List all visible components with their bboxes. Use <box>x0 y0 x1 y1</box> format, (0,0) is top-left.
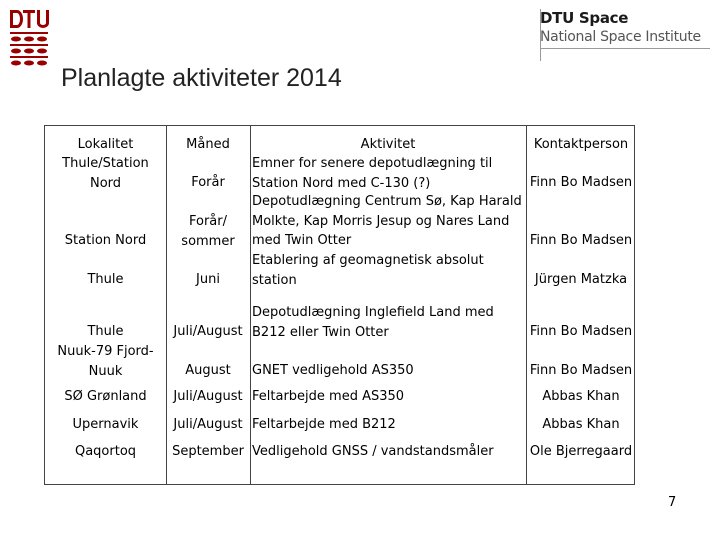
cell-line: Etablering af geomagnetisk absolut <box>252 253 484 268</box>
table-cell-maned: September <box>172 444 244 459</box>
cell-line: med Twin Otter <box>252 233 352 248</box>
page-number: 7 <box>668 495 677 510</box>
table-cell-aktivitet: Feltarbejde med AS350 <box>252 389 405 404</box>
cell-line: Depotudlægning Inglefield Land med <box>252 305 494 320</box>
table-cell-lokalitet: Upernavik <box>72 417 139 432</box>
table-cell-aktivitet: Feltarbejde med B212 <box>252 417 396 432</box>
table-cell-lokalitet <box>45 342 166 381</box>
cell-line: sommer <box>181 233 235 249</box>
cell-line: Thule/Station <box>62 156 149 171</box>
cell-line: Emner for senere depotudlægning til <box>252 156 493 171</box>
dtu-space-logo <box>536 5 712 61</box>
table-cell-kontaktperson: Finn Bo Madsen <box>529 363 633 378</box>
table-cell-lokalitet: SØ Grønland <box>64 389 147 404</box>
table-cell-kontaktperson: Finn Bo Madsen <box>529 175 633 190</box>
table-cell-lokalitet: Thule <box>87 324 124 339</box>
page-title: Planlagte aktiviteter 2014 <box>61 64 342 92</box>
cell-line: Station Nord med C-130 (?) <box>252 175 431 191</box>
table-cell-maned: Juni <box>196 272 220 287</box>
cell-line: B212 eller Twin Otter <box>252 324 389 340</box>
table-cell-lokalitet: Station Nord <box>64 233 147 248</box>
cell-line: station <box>252 272 297 288</box>
table-cell-lokalitet: Qaqortoq <box>74 444 137 459</box>
cell-line: Forår/ <box>188 214 227 229</box>
table-cell-maned: Juli/August <box>173 389 243 404</box>
table-cell-maned: Juli/August <box>173 324 243 339</box>
logo-horizontal-rule <box>540 48 710 49</box>
table-cell-kontaktperson: Finn Bo Madsen <box>529 233 633 248</box>
cell-line: Nuuk <box>88 363 123 379</box>
column-divider <box>250 126 251 484</box>
logo-subtitle: National Space Institute <box>540 29 701 45</box>
cell-line: Depotudlægning Centrum Sø, Kap Harald <box>252 194 522 209</box>
table-cell-maned: Juli/August <box>173 417 243 432</box>
dtu-logo-icon <box>8 8 50 68</box>
table-cell-aktivitet <box>252 303 524 342</box>
table-cell-aktivitet: GNET vedligehold AS350 <box>252 363 414 378</box>
table-cell-kontaktperson: Jürgen Matzka <box>534 272 628 287</box>
activities-table <box>44 125 635 485</box>
table-cell-aktivitet <box>252 154 524 193</box>
table-cell-aktivitet <box>252 192 524 251</box>
header-maned: Måned <box>186 137 230 152</box>
table-cell-maned: August <box>185 363 231 378</box>
header-kontaktperson: Kontaktperson <box>533 137 629 152</box>
table-cell-aktivitet <box>252 251 524 290</box>
table-cell-kontaktperson: Ole Bjerregaard <box>529 444 633 459</box>
table-cell-kontaktperson: Abbas Khan <box>542 389 620 404</box>
table-cell-maned: Forår <box>191 175 225 190</box>
cell-line: Nuuk-79 Fjord- <box>57 344 154 359</box>
table-cell-aktivitet: Vedligehold GNSS / vandstandsmåler <box>252 444 494 459</box>
table-cell-maned <box>166 212 250 251</box>
cell-line: Nord <box>89 175 122 191</box>
table-cell-lokalitet <box>45 154 166 193</box>
table-cell-kontaktperson: Abbas Khan <box>542 417 620 432</box>
header-lokalitet: Lokalitet <box>77 137 134 152</box>
cell-line: Molkte, Kap Morris Jesup og Nares Land <box>252 213 510 229</box>
table-cell-lokalitet: Thule <box>87 272 124 287</box>
table-cell-kontaktperson: Finn Bo Madsen <box>529 324 633 339</box>
logo-title: DTU Space <box>540 9 629 27</box>
header-aktivitet: Aktivitet <box>360 137 416 152</box>
